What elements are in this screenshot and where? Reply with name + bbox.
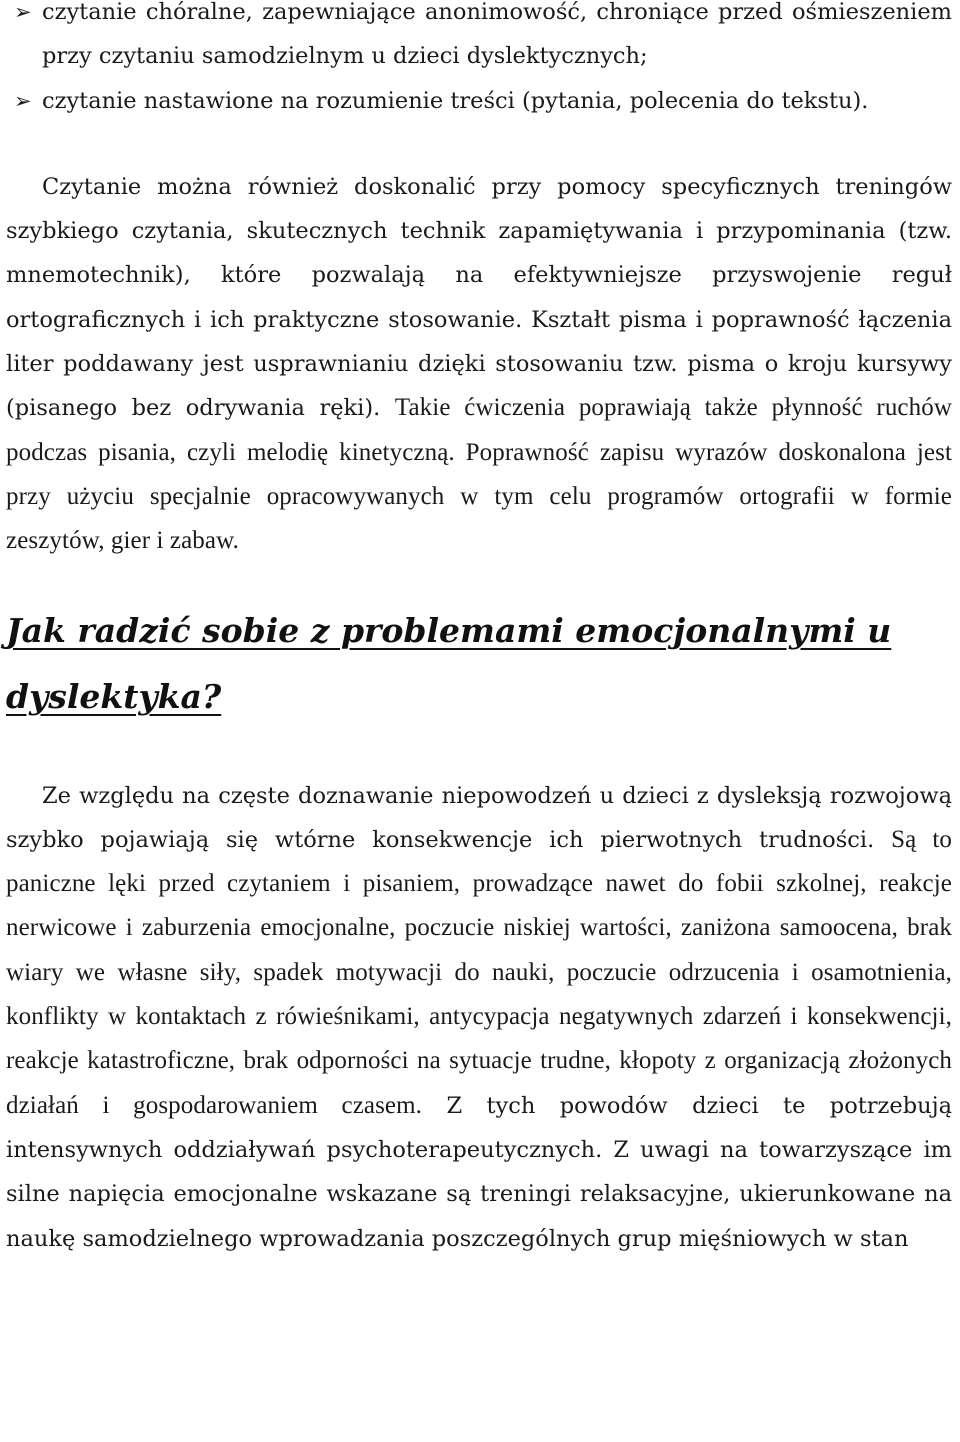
paragraph-sentence: Kształt pisma i poprawność łączenia liter poddawany jest usprawnianiu dzięki stosowaniu tzw. pisma o kroju kursywy (pisanego bez odrywania ręki). [6, 306, 952, 422]
paragraph-emotional-problems [6, 774, 952, 1261]
bullet-list [6, 0, 952, 123]
arrowhead-bullet-icon: ➢ [14, 0, 32, 24]
arrowhead-bullet-icon: ➢ [14, 88, 32, 113]
paragraph-sentence: Są to paniczne lęki przed czytaniem i pisaniem, prowadzące nawet do fobii szkolnej, reakcje nerwicowe i zaburzenia emocjonalne, poczucie niskiej wartości, zaniżona samoocena, brak wiary we własne siły, spadek motywacji do nauki, poczucie odrzucenia i osamotnienia, konflikty w kontaktach z rówieśnikami, antycypacja negatywnych zdarzeń i konsekwencji, reakcje katastroficzne, brak odporności na sytuacje trudne, kłopoty z organizacją złożonych działań i gospodarowaniem czasem. [6, 825, 952, 1119]
paragraph-sentence: Czytanie można również doskonalić przy pomocy specyficznych treningów szybkiego czytania, skutecznych technik zapamiętywania i przypominania (tzw. mnemotechnik), które pozwalają na efektywniejsze przyswojenie reguł ortograficznych i ich praktyczne stosowanie. [6, 173, 952, 333]
list-item [6, 79, 952, 123]
document-page [6, 0, 952, 1261]
list-item-text: czytanie chóralne, zapewniające anonimowość, chroniące przed ośmieszeniem przy czytaniu samodzielnym u dzieci dyslektycznych; [42, 0, 952, 70]
list-item-text: czytanie nastawione na rozumienie treści (pytania, polecenia do tekstu). [42, 87, 869, 114]
paragraph-sentence: Z tych powodów dzieci te potrzebują intensywnych oddziaływań psychoterapeutycznych. [6, 1092, 953, 1163]
paragraph-sentence: Takie ćwiczenia poprawiają także płynność ruchów podczas pisania, czyli melodię kinetyczną. Poprawność zapisu wyrazów doskonalona jest przy użyciu specjalnie opracowywanych w tym celu programów ortografii w formie zeszytów, gier i zabaw. [6, 394, 952, 555]
paragraph-reading-techniques [6, 165, 952, 564]
section-heading: Jak radzić sobie z problemami emocjonalnymi u dyslektyka? [6, 610, 892, 716]
paragraph-sentence: Z uwagi na towarzyszące im silne napięcia emocjonalne wskazane są treningi relaksacyjne, ukierunkowane na naukę samodzielnego wprowadzania poszczególnych grup mięśniowych w stan [6, 1136, 952, 1252]
list-item [6, 0, 952, 79]
paragraph-sentence: Ze względu na częste doznawanie niepowodzeń u dzieci z dysleksją rozwojową szybko pojawiają się wtórne konsekwencje ich pierwotnych trudności. [6, 782, 952, 853]
